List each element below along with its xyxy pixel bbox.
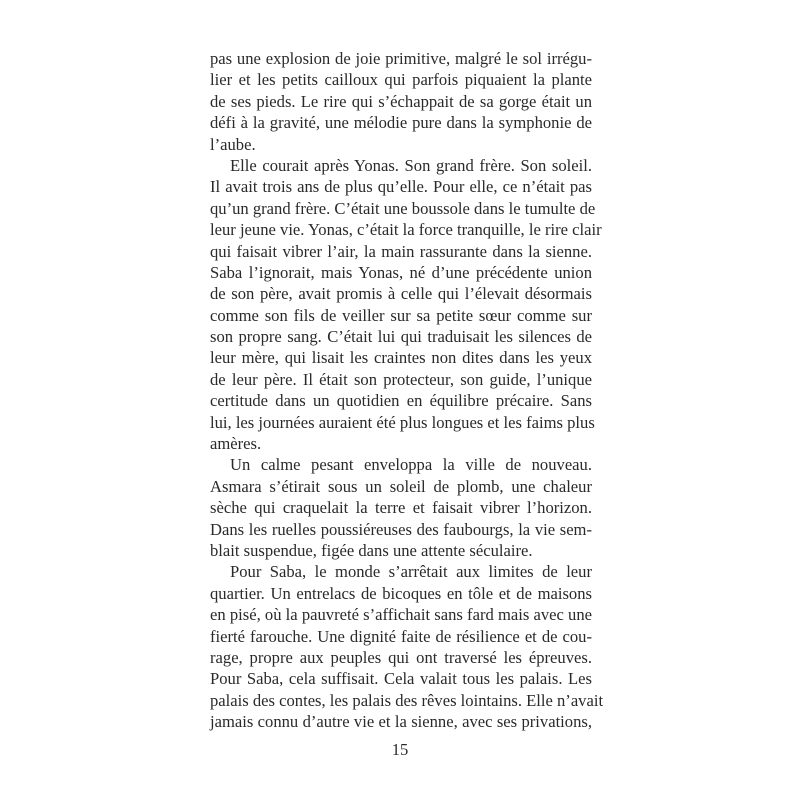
- text-line: comme son fils de veiller sur sa petite sœur comme sur: [210, 305, 592, 325]
- text-line: lui, les journées auraient été plus longues et les faims plus: [210, 412, 595, 432]
- text-line: Un calme pesant enveloppa la ville de nouveau.: [230, 455, 592, 475]
- text-line: Dans les ruelles poussiéreuses des faubourgs, la vie sem-: [210, 519, 592, 539]
- text-line: rage, propre aux peuples qui ont traversé les épreuves.: [210, 647, 592, 667]
- text-line: amères.: [210, 434, 262, 454]
- text-line: qu’un grand frère. C’était une boussole dans le tumulte de: [210, 198, 596, 218]
- text-line: de son père, avait promis à celle qui l’élevait désormais: [210, 284, 592, 304]
- paragraph: [210, 155, 602, 454]
- text-line: quartier. Un entrelacs de bicoques en tôle et de maisons: [210, 583, 592, 603]
- text-line: jamais connu d’autre vie et la sienne, avec ses privations,: [210, 712, 592, 732]
- text-line: défi à la gravité, une mélodie pure dans la symphonie de: [210, 113, 592, 133]
- text-line: leur mère, qui lisait les craintes non dites dans les yeux: [210, 348, 592, 368]
- text-line: leur jeune vie. Yonas, c’était la force tranquille, le rire clair: [210, 220, 602, 240]
- text-line: Saba l’ignorait, mais Yonas, né d’une précédente union: [210, 262, 592, 282]
- text-line: l’aube.: [210, 134, 256, 154]
- text-line: pas une explosion de joie primitive, malgré le sol irrégu-: [210, 49, 592, 68]
- text-line: son propre sang. C’était lui qui traduisait les silences de: [210, 327, 592, 347]
- text-line: palais des contes, les palais des rêves lointains. Elle n’avait: [210, 690, 604, 710]
- page-number: 15: [391, 740, 409, 759]
- text-line: Il avait trois ans de plus qu’elle. Pour elle, ce n’était pas: [210, 177, 592, 197]
- text-line: lier et les petits cailloux qui parfois piquaient la plante: [210, 70, 592, 90]
- paragraph: [210, 561, 604, 732]
- text-line: Asmara s’étirait sous un soleil de plomb, une chaleur: [210, 476, 592, 496]
- body-text: [210, 48, 604, 733]
- text-line: sèche qui craquelait la terre et faisait vibrer l’horizon.: [210, 498, 592, 518]
- text-line: qui faisait vibrer l’air, la main rassurante dans la sienne.: [210, 241, 592, 261]
- text-line: Pour Saba, le monde s’arrêtait aux limites de leur: [230, 562, 592, 582]
- text-line: blait suspendue, figée dans une attente séculaire.: [210, 540, 533, 560]
- text-line: fierté farouche. Une dignité faite de résilience et de cou-: [210, 626, 592, 646]
- text-line: de ses pieds. Le rire qui s’échappait de sa gorge était un: [210, 91, 592, 111]
- text-line: Elle courait après Yonas. Son grand frère. Son soleil.: [230, 155, 592, 175]
- text-line: en pisé, où la pauvreté s’affichait sans fard mais avec une: [210, 605, 592, 625]
- text-line: certitude dans un quotidien en équilibre précaire. Sans: [210, 391, 592, 411]
- text-line: de leur père. Il était son protecteur, son guide, l’unique: [210, 369, 592, 389]
- paragraph: [210, 48, 592, 155]
- paragraph: [210, 454, 592, 561]
- text-line: Pour Saba, cela suffisait. Cela valait tous les palais. Les: [210, 669, 592, 689]
